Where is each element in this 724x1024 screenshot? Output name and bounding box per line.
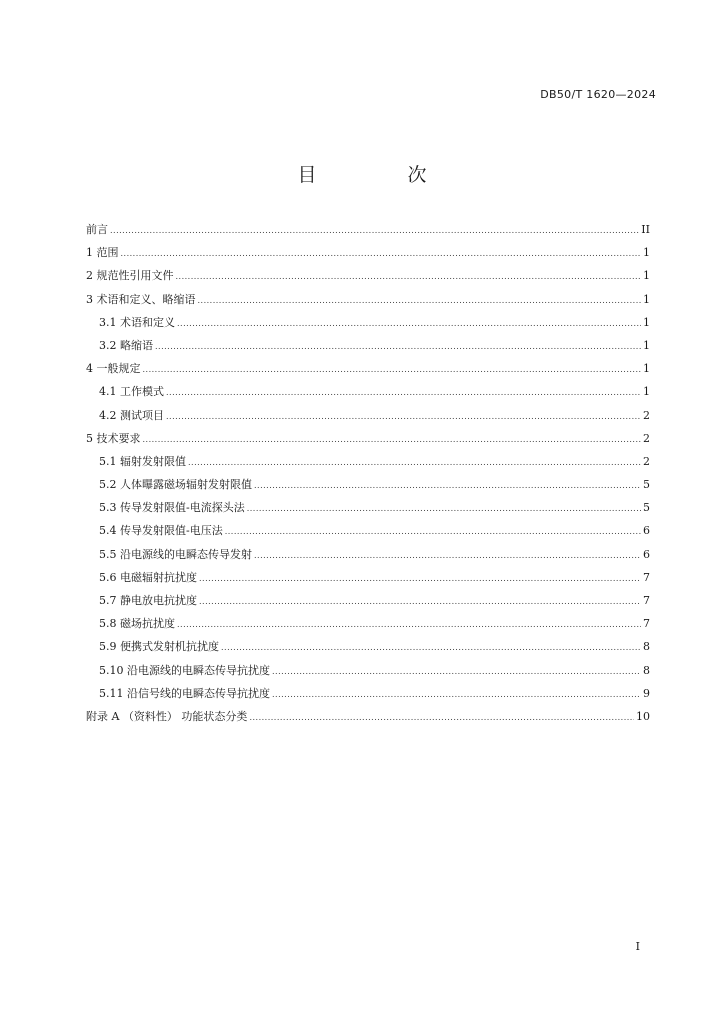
toc-entry[interactable]: [86, 311, 650, 334]
toc-entry-page: 1: [643, 315, 650, 329]
toc-leader-dots: [143, 428, 642, 451]
toc-entry[interactable]: [86, 496, 650, 519]
toc-entry[interactable]: [86, 218, 650, 241]
toc-leader-dots: [254, 474, 641, 497]
toc-leader-dots: [272, 683, 641, 706]
toc-entry-label: 附录 A （资料性） 功能状态分类: [86, 709, 248, 723]
toc-entry-page: 1: [643, 246, 650, 260]
toc-entry-page: 5: [643, 501, 650, 515]
toc-entry[interactable]: [86, 241, 650, 264]
toc-entry-label: 4 一般规定: [86, 362, 141, 376]
toc-leader-dots: [177, 613, 641, 636]
toc-entry[interactable]: [86, 659, 650, 682]
toc-entry-label: 4.2 测试项目: [99, 408, 164, 422]
toc-entry[interactable]: [86, 705, 650, 728]
toc-entry-label: 5.5 沿电源线的电瞬态传导发射: [99, 547, 252, 561]
toc-entry[interactable]: [86, 450, 650, 473]
toc-leader-dots: [176, 265, 642, 288]
toc-entry-label: 5.3 传导发射限值-电流探头法: [99, 501, 245, 515]
toc-entry[interactable]: [86, 334, 650, 357]
toc-entry-page: 6: [643, 524, 650, 538]
toc-leader-dots: [177, 312, 641, 335]
toc-entry-page: 7: [643, 617, 650, 631]
toc-entry-page: 1: [643, 362, 650, 376]
toc-entry-page: 2: [643, 454, 650, 468]
toc-entry[interactable]: [86, 404, 650, 427]
toc-entry-page: 8: [643, 663, 650, 677]
toc-leader-dots: [188, 451, 641, 474]
toc-entry-label: 1 范围: [86, 246, 119, 260]
toc-entry[interactable]: [86, 519, 650, 542]
toc-leader-dots: [110, 219, 639, 242]
document-code: DB50/T 1620—2024: [540, 88, 656, 101]
toc-entry-label: 3.1 术语和定义: [99, 315, 175, 329]
toc-entry-label: 5.9 便携式发射机抗扰度: [99, 640, 219, 654]
toc-entry-label: 5.11 沿信号线的电瞬态传导抗扰度: [99, 686, 270, 700]
toc-entry-page: 1: [643, 269, 650, 283]
toc-entry-label: 4.1 工作模式: [99, 385, 164, 399]
toc-leader-dots: [272, 660, 641, 683]
toc-leader-dots: [199, 567, 641, 590]
toc-entry-page: 2: [643, 431, 650, 445]
toc-leader-dots: [254, 544, 641, 567]
toc-entry-page: 8: [643, 640, 650, 654]
toc-entry[interactable]: [86, 612, 650, 635]
toc-entry-label: 5.2 人体曝露磁场辐射发射限值: [99, 478, 252, 492]
toc-entry[interactable]: [86, 543, 650, 566]
toc-entry-page: II: [641, 223, 650, 236]
toc-leader-dots: [198, 289, 642, 312]
toc-entry[interactable]: [86, 635, 650, 658]
table-of-contents: [86, 218, 650, 728]
toc-entry-label: 5.10 沿电源线的电瞬态传导抗扰度: [99, 663, 270, 677]
toc-leader-dots: [166, 405, 641, 428]
toc-entry-page: 2: [643, 408, 650, 422]
toc-entry[interactable]: [86, 380, 650, 403]
toc-entry-label: 5.4 传导发射限值-电压法: [99, 524, 223, 538]
page-number: I: [635, 940, 640, 953]
toc-entry-label: 5.1 辐射发射限值: [99, 454, 186, 468]
toc-entry[interactable]: [86, 264, 650, 287]
toc-entry[interactable]: [86, 566, 650, 589]
toc-entry-label: 3.2 略缩语: [99, 338, 153, 352]
toc-entry-page: 5: [643, 478, 650, 492]
toc-entry-label: 5.8 磁场抗扰度: [99, 617, 175, 631]
toc-entry-label: 5.7 静电放电抗扰度: [99, 594, 197, 607]
toc-entry-label: 5 技术要求: [86, 431, 141, 445]
toc-leader-dots: [221, 636, 641, 659]
toc-entry-page: 1: [643, 385, 650, 399]
toc-leader-dots: [247, 497, 641, 520]
toc-leader-dots: [166, 381, 641, 404]
toc-entry-page: 7: [643, 570, 650, 584]
toc-entry[interactable]: [86, 682, 650, 705]
toc-entry-page: 1: [643, 338, 650, 352]
toc-leader-dots: [143, 358, 642, 381]
toc-leader-dots: [199, 590, 641, 613]
toc-entry[interactable]: [86, 357, 650, 380]
toc-entry[interactable]: [86, 589, 650, 612]
toc-entry-label: 3 术语和定义、略缩语: [86, 292, 196, 306]
toc-entry[interactable]: [86, 473, 650, 496]
toc-entry-page: 7: [643, 594, 650, 607]
toc-entry-label: 5.6 电磁辐射抗扰度: [99, 570, 197, 584]
toc-entry-page: 10: [636, 709, 650, 723]
toc-leader-dots: [155, 335, 641, 358]
toc-entry-label: 2 规范性引用文件: [86, 269, 174, 283]
toc-leader-dots: [249, 706, 634, 729]
page-title: 目 次: [297, 164, 463, 186]
toc-entry[interactable]: [86, 427, 650, 450]
toc-entry-page: 6: [643, 547, 650, 561]
toc-entry-page: 9: [643, 686, 650, 700]
toc-entry[interactable]: [86, 288, 650, 311]
toc-entry-page: 1: [643, 292, 650, 306]
toc-leader-dots: [121, 242, 642, 265]
toc-entry-label: 前言: [86, 223, 108, 236]
toc-leader-dots: [225, 520, 641, 543]
